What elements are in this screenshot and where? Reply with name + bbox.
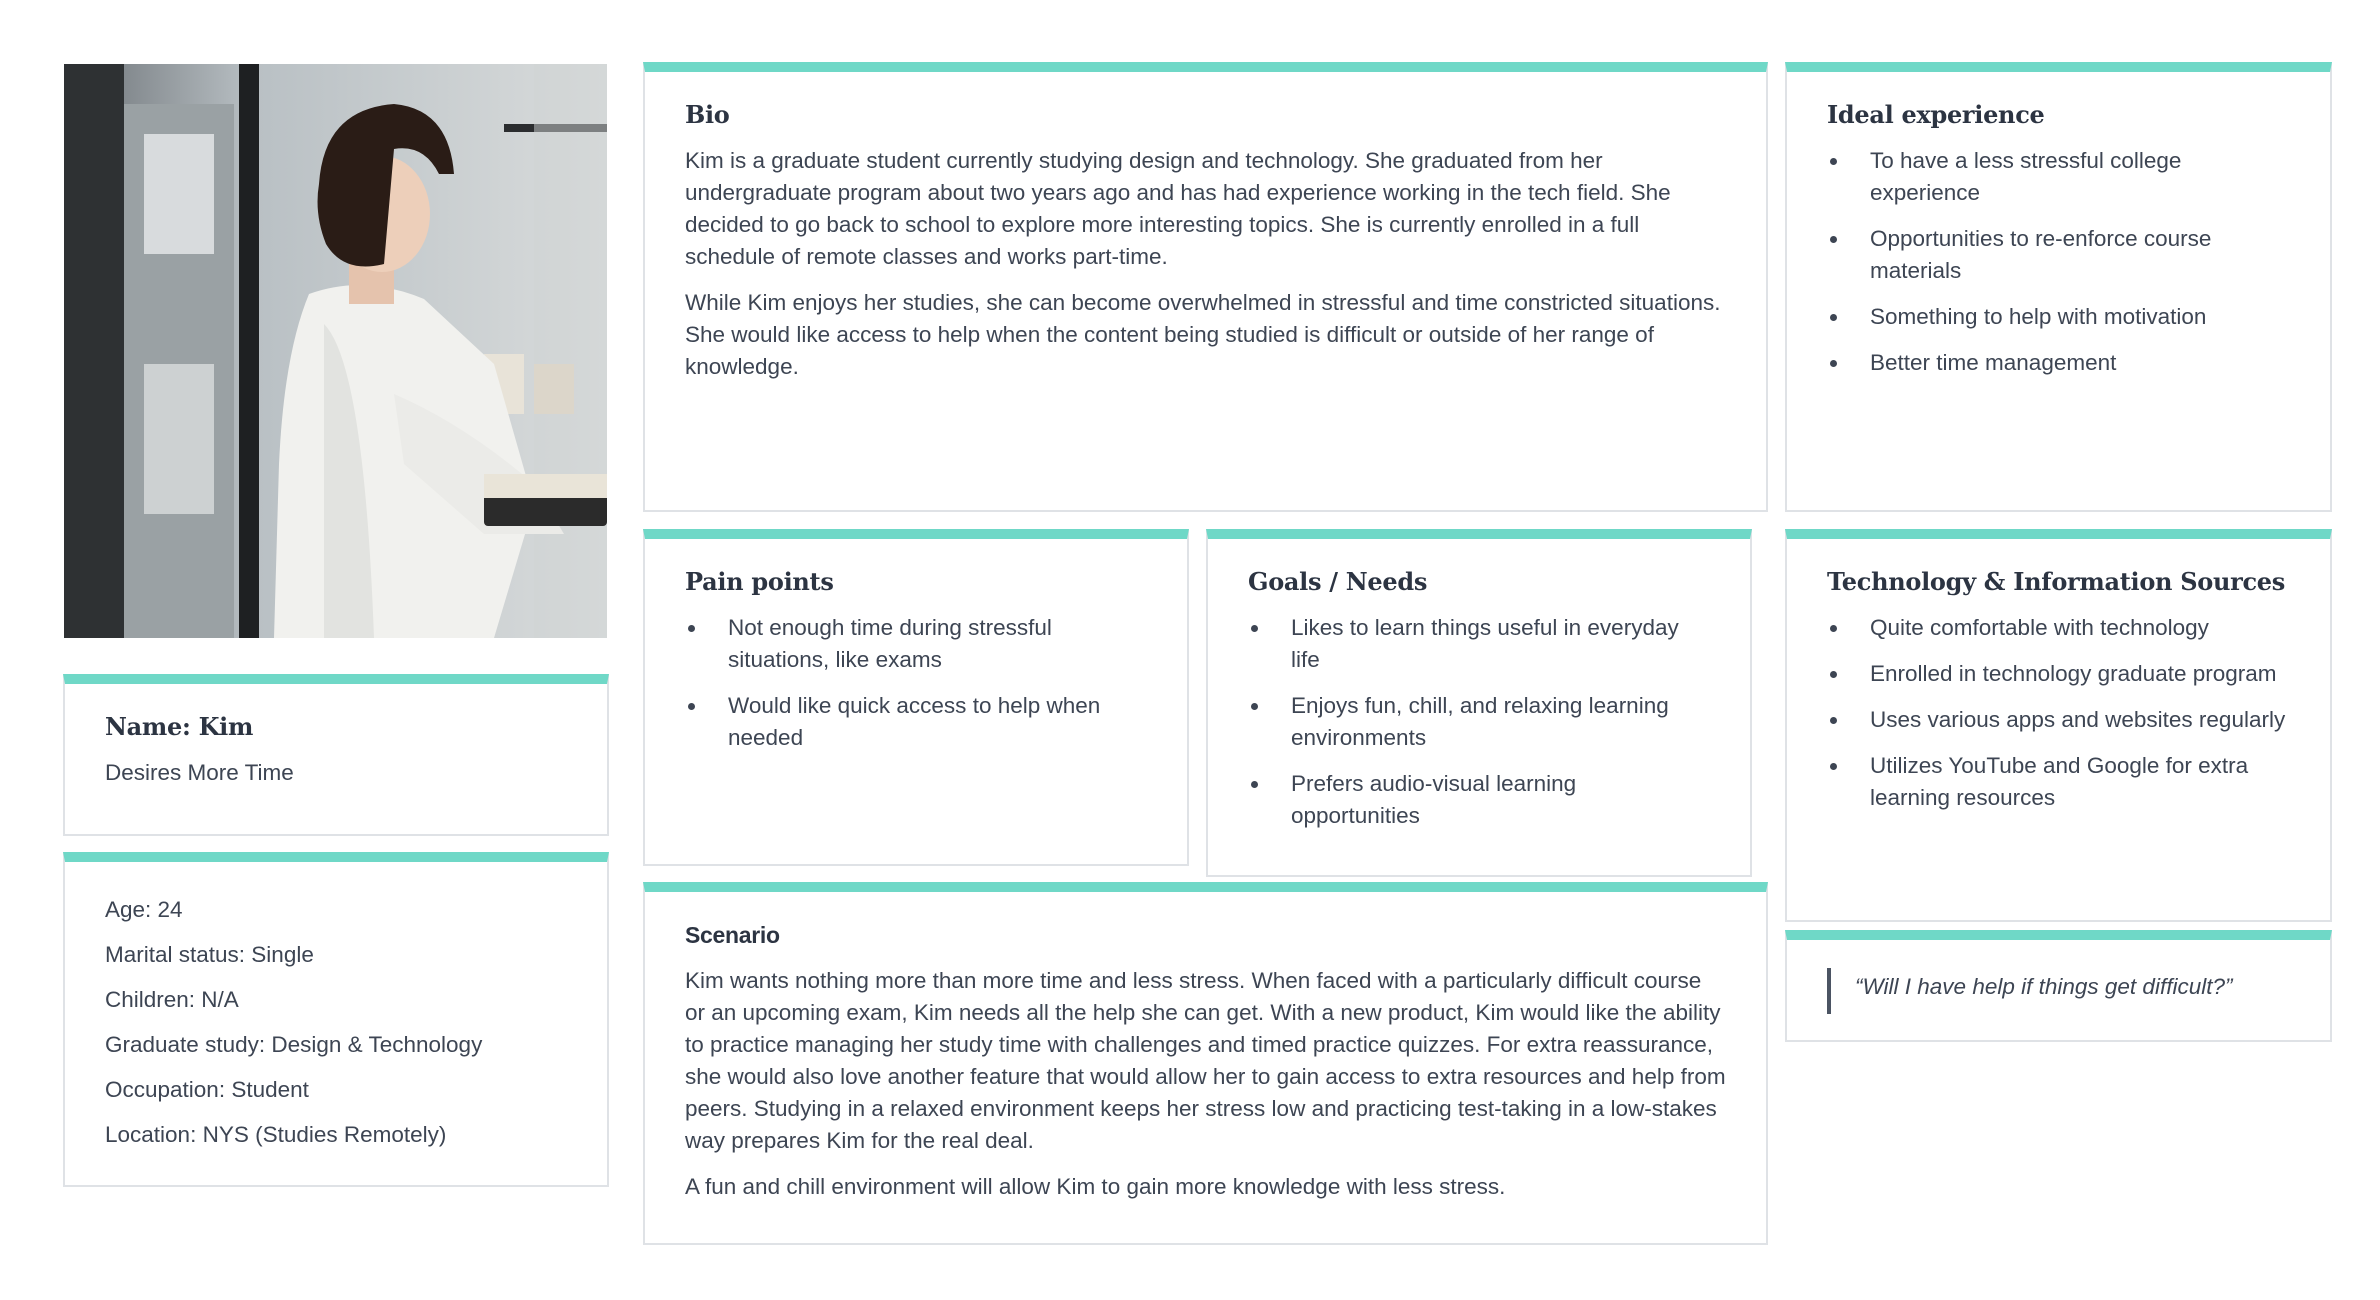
list-item-text: Likes to learn things useful in everyday life [1291, 615, 1679, 672]
bio-paragraph: Kim is a graduate student currently studying design and technology. She graduated from her undergraduate program about two years ago and has had experience working in the tech field. She decided to go back to school to explore more interesting topics. She is currently enrolled in a full schedule of remote classes and works part-time. [685, 148, 1671, 269]
detail-occupation: Occupation: Student [105, 1077, 309, 1102]
bullet-icon [1830, 360, 1837, 367]
persona-quote: “Will I have help if things get difficult?” [1855, 974, 2233, 999]
scenario-paragraph: A fun and chill environment will allow Kim to gain more knowledge with less stress. [685, 1174, 1506, 1199]
list-item-text: Enjoys fun, chill, and relaxing learning environments [1291, 693, 1669, 750]
list-item-text: Quite comfortable with technology [1870, 615, 2209, 640]
list-item-text: Uses various apps and websites regularly [1870, 707, 2286, 732]
list-item [1827, 223, 2290, 287]
list-item [1827, 612, 2290, 644]
bullet-icon [1830, 763, 1837, 770]
list-item [1827, 347, 2290, 379]
list-item-text: Enrolled in technology graduate program [1870, 661, 2277, 686]
list-item-text: To have a less stressful college experience [1870, 148, 2182, 205]
technology-list [1827, 612, 2290, 814]
pain-points-list [685, 612, 1147, 754]
list-item [1248, 612, 1710, 676]
bullet-icon [1251, 781, 1258, 788]
bullet-icon [688, 703, 695, 710]
list-item [1827, 145, 2290, 209]
pain-points-card [643, 529, 1189, 866]
person-reading-photo-icon [64, 64, 607, 638]
list-item-text: Opportunities to re-enforce course materials [1870, 226, 2212, 283]
list-item [1827, 750, 2290, 814]
bullet-icon [1251, 625, 1258, 632]
technology-card [1785, 529, 2332, 922]
pain-points-title: Pain points [685, 567, 834, 596]
persona-tagline: Desires More Time [105, 760, 294, 785]
list-item-text: Something to help with motivation [1870, 304, 2207, 329]
list-item-text: Prefers audio-visual learning opportunities [1291, 771, 1577, 828]
detail-graduate-study: Graduate study: Design & Technology [105, 1032, 483, 1057]
bullet-icon [1830, 236, 1837, 243]
bullet-icon [1251, 703, 1258, 710]
list-item [1827, 301, 2290, 333]
bullet-icon [688, 625, 695, 632]
list-item-text: Not enough time during stressful situations, like exams [728, 615, 1052, 672]
bullet-icon [1830, 671, 1837, 678]
detail-age: Age: 24 [105, 897, 183, 922]
list-item [685, 690, 1147, 754]
detail-marital-status: Marital status: Single [105, 942, 314, 967]
persona-photo [64, 64, 607, 638]
bio-card [643, 62, 1768, 512]
bio-title: Bio [685, 100, 730, 129]
list-item [1827, 704, 2290, 736]
bio-paragraph: While Kim enjoys her studies, she can become overwhelmed in stressful and time constricted situations. She would like access to help when the content being studied is difficult or outside of her range of knowledge. [685, 290, 1721, 379]
ideal-experience-card [1785, 62, 2332, 512]
technology-title: Technology & Information Sources [1827, 567, 2285, 596]
list-item [685, 612, 1147, 676]
quote-card [1785, 930, 2332, 1042]
bullet-icon [1830, 625, 1837, 632]
list-item [1248, 690, 1710, 754]
name-card [63, 674, 609, 836]
list-item [1248, 768, 1710, 832]
goals-needs-title: Goals / Needs [1248, 567, 1428, 596]
ideal-experience-list [1827, 145, 2290, 379]
detail-location: Location: NYS (Studies Remotely) [105, 1122, 447, 1147]
ideal-experience-title: Ideal experience [1827, 100, 2045, 129]
goals-needs-list [1248, 612, 1710, 832]
bullet-icon [1830, 314, 1837, 321]
scenario-card [643, 882, 1768, 1245]
list-item-text: Utilizes YouTube and Google for extra learning resources [1870, 753, 2249, 810]
scenario-paragraph: Kim wants nothing more than more time and less stress. When faced with a particularly difficult course or an upcoming exam, Kim needs all the help she can get. With a new product, Kim would like the ability to practice managing her study time with challenges and timed practice quizzes. For extra reassurance, she would also love another feature that would allow her to gain access to extra resources and help from peers. Studying in a relaxed environment keeps her stress low and practicing test-taking in a low-stakes way prepares Kim for the real deal. [685, 968, 1726, 1153]
scenario-title: Scenario [685, 922, 780, 948]
detail-children: Children: N/A [105, 987, 239, 1012]
bullet-icon [1830, 158, 1837, 165]
list-item-text: Would like quick access to help when needed [728, 693, 1101, 750]
goals-needs-card [1206, 529, 1752, 877]
quote-bar [1827, 968, 1831, 1014]
list-item [1827, 658, 2290, 690]
persona-name: Name: Kim [105, 712, 254, 741]
list-item-text: Better time management [1870, 350, 2117, 375]
bullet-icon [1830, 717, 1837, 724]
details-card [63, 852, 609, 1187]
